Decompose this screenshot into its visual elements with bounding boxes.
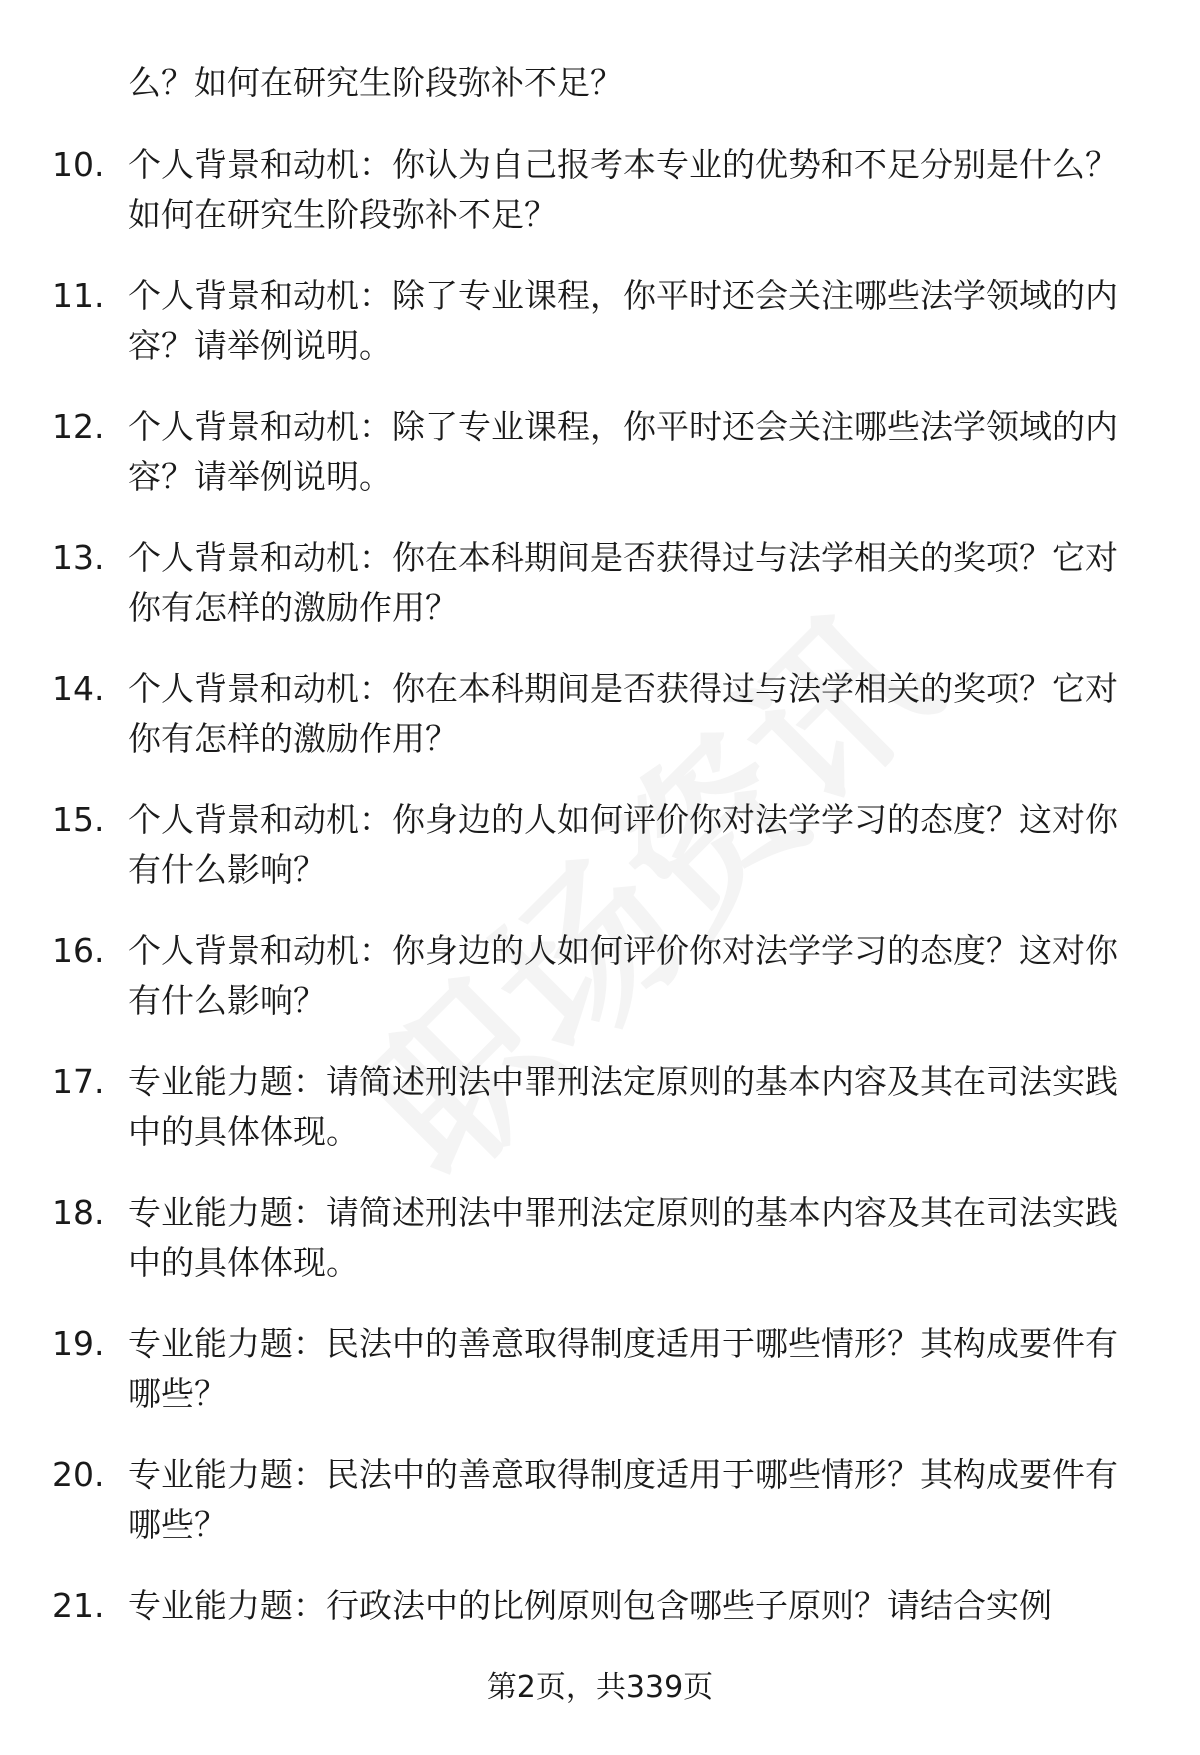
question-text: 专业能力题：请简述刑法中罪刑法定原则的基本内容及其在司法实践中的具体体现。 xyxy=(128,1062,1118,1151)
question-item xyxy=(0,140,1200,271)
question-text: 个人背景和动机：你在本科期间是否获得过与法学相关的奖项？它对你有怎样的激励作用？ xyxy=(128,538,1118,627)
question-number: 10. xyxy=(52,145,105,184)
question-number: 21. xyxy=(52,1586,105,1625)
question-text: 专业能力题：请简述刑法中罪刑法定原则的基本内容及其在司法实践中的具体体现。 xyxy=(128,1193,1118,1282)
question-item xyxy=(0,664,1200,795)
question-number: 16. xyxy=(52,931,105,970)
question-item xyxy=(0,926,1200,1057)
question-item xyxy=(0,1057,1200,1188)
question-text: 专业能力题：民法中的善意取得制度适用于哪些情形？其构成要件有哪些？ xyxy=(128,1455,1118,1544)
question-number: 13. xyxy=(52,538,105,577)
question-number: 20. xyxy=(52,1455,105,1494)
question-number: 17. xyxy=(52,1062,105,1101)
question-number: 12. xyxy=(52,407,105,446)
question-item xyxy=(0,271,1200,402)
page-footer: 第2页，共339页 xyxy=(486,1670,714,1705)
question-number: 14. xyxy=(52,669,105,708)
question-text: 个人背景和动机：除了专业课程，你平时还会关注哪些法学领域的内容？请举例说明。 xyxy=(128,407,1118,496)
continued-question-text: 么？如何在研究生阶段弥补不足？ xyxy=(128,63,623,102)
question-text: 个人背景和动机：你在本科期间是否获得过与法学相关的奖项？它对你有怎样的激励作用？ xyxy=(128,669,1118,758)
question-list xyxy=(0,140,1200,1712)
question-number: 18. xyxy=(52,1193,105,1232)
question-text: 个人背景和动机：你身边的人如何评价你对法学学习的态度？这对你有什么影响？ xyxy=(128,931,1118,1020)
question-text: 个人背景和动机：你认为自己报考本专业的优势和不足分别是什么？如何在研究生阶段弥补不足？ xyxy=(128,145,1118,234)
question-item xyxy=(0,402,1200,533)
question-item xyxy=(0,1450,1200,1581)
question-number: 11. xyxy=(52,276,105,315)
question-item xyxy=(0,533,1200,664)
question-item xyxy=(0,1319,1200,1450)
question-number: 15. xyxy=(52,800,105,839)
question-text: 个人背景和动机：你身边的人如何评价你对法学学习的态度？这对你有什么影响？ xyxy=(128,800,1118,889)
question-text: 专业能力题：民法中的善意取得制度适用于哪些情形？其构成要件有哪些？ xyxy=(128,1324,1118,1413)
question-number: 19. xyxy=(52,1324,105,1363)
question-item xyxy=(0,795,1200,926)
question-text: 个人背景和动机：除了专业课程，你平时还会关注哪些法学领域的内容？请举例说明。 xyxy=(128,276,1118,365)
question-text: 专业能力题：行政法中的比例原则包含哪些子原则？请结合实例 xyxy=(128,1586,1052,1625)
question-item xyxy=(0,1188,1200,1319)
